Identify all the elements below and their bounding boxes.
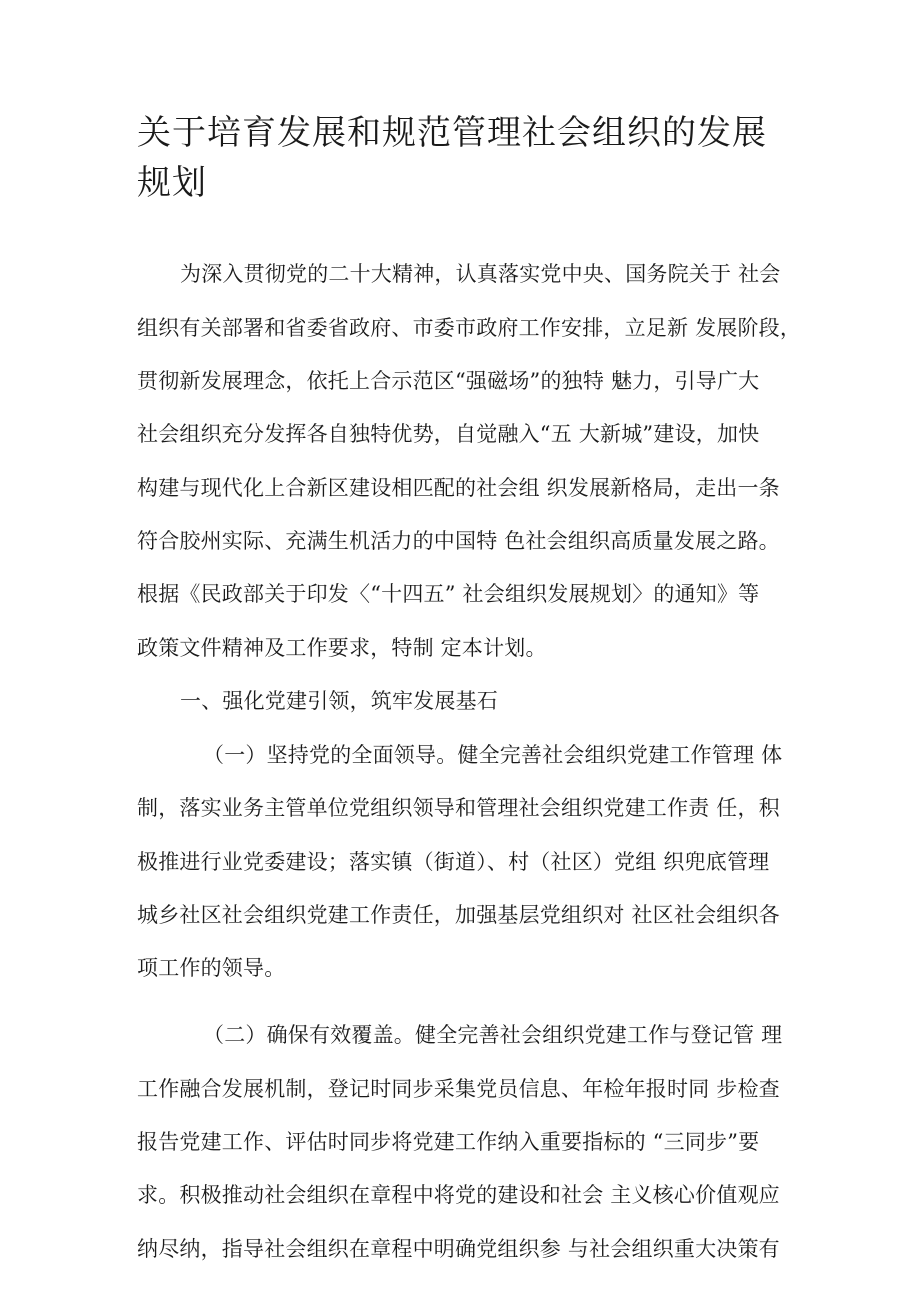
text-line: 根据《民政部关于印发〈“十四五” 社会组织发展规划〉的通知》等 — [137, 582, 760, 606]
text-line: （一）坚持党的全面领导。健全完善社会组织党建工作管理 体 — [203, 743, 783, 767]
text-line: 工作融合发展机制，登记时同步采集党员信息、年检年报时同 步检查 — [137, 1077, 780, 1101]
text-line: 社会组织充分发挥各自独特优势，自觉融入“五 大新城”建设，加快 — [137, 422, 760, 446]
text-line: 为深入贯彻党的二十大精神，认真落实党中央、国务院关于 社会 — [180, 262, 781, 286]
text-line: 报告党建工作、评估时同步将党建工作纳入重要指标的 “三同步”要 — [137, 1130, 760, 1154]
text-line: 求。积极推动社会组织在章程中将党的建设和社会 主义核心价值观应 — [137, 1183, 780, 1207]
text-line: 符合胶州实际、充满生机活力的中国特 色社会组织高质量发展之路。 — [137, 529, 780, 553]
text-line: 制，落实业务主管单位党组织领导和管理社会组织党建工作责 任，积 — [137, 796, 780, 820]
text-line: 项工作的领导。 — [137, 956, 286, 980]
text-line: 政策文件精神及工作要求，特制 定本计划。 — [137, 636, 547, 660]
text-line: （二）确保有效覆盖。健全完善社会组织党建工作与登记管 理 — [203, 1023, 783, 1047]
text-line: 城乡社区社会组织党建工作责任，加强基层党组织对 社区社会组织各 — [137, 903, 780, 927]
title-line-1: 关于培育发展和规范管理社会组织的发展 — [137, 113, 767, 153]
section-heading: 一、强化党建引领，筑牢发展基石 — [180, 689, 498, 713]
text-line: 贯彻新发展理念，依托上合示范区“强磁场”的独特 魅力，引导广大 — [137, 369, 760, 393]
text-line: 极推进行业党委建设；落实镇（街道）、村（社区）党组 织兜底管理 — [137, 850, 770, 874]
text-line: 纳尽纳，指导社会组织在章程中明确党组织参 与社会组织重大决策有 — [137, 1237, 780, 1261]
title-line-2: 规划 — [137, 163, 207, 203]
text-line: 组织有关部署和省委省政府、市委市政府工作安排，立足新 发展阶段， — [137, 316, 802, 340]
document-title — [137, 108, 797, 208]
text-line: 构建与现代化上合新区建设相匹配的社会组 织发展新格局，走出一条 — [137, 476, 780, 500]
